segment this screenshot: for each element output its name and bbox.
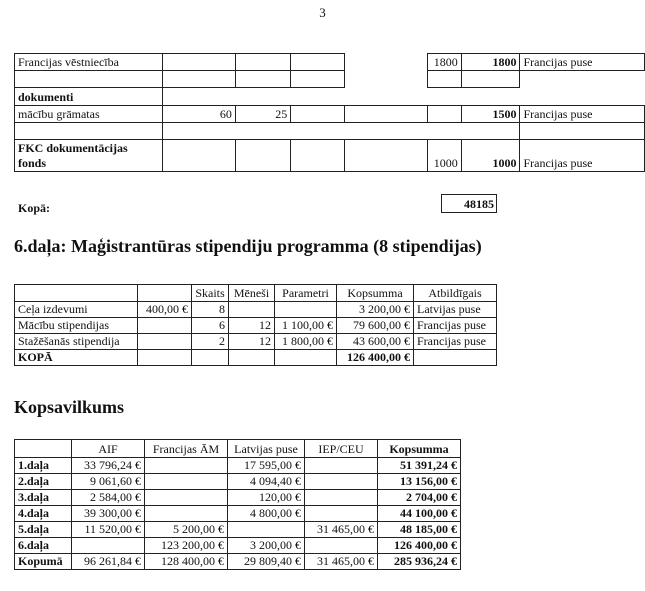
cell: [138, 334, 192, 350]
cell: 2.daļa: [15, 474, 72, 490]
cell: 1.daļa: [15, 458, 72, 474]
cell: [228, 522, 305, 538]
row-responsible: Francijas puse: [520, 54, 645, 71]
column-header: Kopsumma: [378, 440, 461, 458]
cell: 44 100,00 €: [378, 506, 461, 522]
cell: [235, 88, 290, 106]
cell: 3.daļa: [15, 490, 72, 506]
table-header-row: [15, 440, 461, 458]
cell: [145, 490, 228, 506]
column-header: [15, 440, 72, 458]
cell: [428, 88, 462, 106]
cell: 9 061,60 €: [72, 474, 145, 490]
cell: 123 200,00 €: [145, 538, 228, 554]
cell: 126 400,00 €: [337, 350, 414, 366]
cell: [145, 458, 228, 474]
cell: 6: [192, 318, 229, 334]
summary-heading: Kopsavilkums: [14, 397, 125, 417]
cell: [305, 538, 378, 554]
cell: [291, 71, 345, 88]
column-header: Atbildīgais: [414, 285, 497, 302]
row-responsible: Francijas puse: [520, 106, 645, 123]
cell: 11 520,00 €: [72, 522, 145, 538]
row-label-line: FKC dokumentācijas: [18, 141, 128, 155]
cell: 60: [163, 106, 236, 123]
cell: 5 200,00 €: [145, 522, 228, 538]
column-header: Francijas ĀM: [145, 440, 228, 458]
cell: [163, 123, 236, 140]
cell: 120,00 €: [228, 490, 305, 506]
cell: 33 796,24 €: [72, 458, 145, 474]
column-header: Latvijas puse: [228, 440, 305, 458]
cell: 12: [229, 334, 275, 350]
table-row: [15, 123, 645, 140]
cell: 31 465,00 €: [305, 554, 378, 570]
column-header: [15, 285, 138, 302]
cell: 5.daļa: [15, 522, 72, 538]
row-responsible: Francijas puse: [520, 140, 645, 172]
column-header: [138, 285, 192, 302]
cell: 25: [235, 106, 290, 123]
cell: 43 600,00 €: [337, 334, 414, 350]
table-row: [15, 350, 497, 366]
cell: [305, 506, 378, 522]
cell: 285 936,24 €: [378, 554, 461, 570]
cell: [428, 71, 462, 88]
cell: Kopumā: [15, 554, 72, 570]
cell: 29 809,40 €: [228, 554, 305, 570]
table-row: [15, 554, 461, 570]
total-label: Kopā:: [18, 201, 51, 215]
cell: [344, 106, 427, 123]
cell: 96 261,84 €: [72, 554, 145, 570]
table-row: [15, 302, 497, 318]
cell: 6.daļa: [15, 538, 72, 554]
cell: [291, 88, 345, 106]
cell: Latvijas puse: [414, 302, 497, 318]
row-total: 1000: [461, 140, 520, 172]
cell: 1800: [428, 54, 462, 71]
cell: [291, 54, 345, 71]
cell: [138, 318, 192, 334]
cell: [235, 54, 290, 71]
table-row: [15, 106, 645, 123]
column-header: Skaits: [192, 285, 229, 302]
cell: [138, 350, 192, 366]
cell: 13 156,00 €: [378, 474, 461, 490]
cell: 17 595,00 €: [228, 458, 305, 474]
table-row: [15, 490, 461, 506]
table-row: [15, 71, 645, 88]
cell: 4 094,40 €: [228, 474, 305, 490]
cell: [520, 71, 645, 88]
table-row: [15, 538, 461, 554]
row-label: mācību grāmatas: [15, 106, 163, 123]
cell: [15, 71, 163, 88]
cell: [428, 106, 462, 123]
cell: Ceļa izdevumi: [15, 302, 138, 318]
row-label-line: fonds: [18, 156, 47, 170]
cell: [305, 458, 378, 474]
cell: 128 400,00 €: [145, 554, 228, 570]
table-row: [15, 506, 461, 522]
cell: [414, 350, 497, 366]
cell: 400,00 €: [138, 302, 192, 318]
cell: Mācību stipendijas: [15, 318, 138, 334]
cell: 8: [192, 302, 229, 318]
table-header-row: [15, 285, 497, 302]
cell: [291, 123, 345, 140]
cell: [275, 302, 337, 318]
cell: [305, 474, 378, 490]
cell: [344, 140, 427, 172]
cell: [72, 538, 145, 554]
cell: [229, 302, 275, 318]
cell: [344, 71, 427, 88]
row-label: dokumenti: [15, 88, 163, 106]
cell: Stažēšanās stipendija: [15, 334, 138, 350]
cell: [291, 140, 345, 172]
cell: [344, 54, 427, 71]
table-row: [15, 54, 645, 71]
budget-table-top: [14, 53, 645, 172]
cell: 126 400,00 €: [378, 538, 461, 554]
cell: 1 100,00 €: [275, 318, 337, 334]
cell: [291, 106, 345, 123]
cell: [145, 474, 228, 490]
cell: [192, 350, 229, 366]
table-row: [15, 458, 461, 474]
cell: [235, 140, 290, 172]
cell: [520, 123, 645, 140]
cell: KOPĀ: [15, 350, 138, 366]
cell: [344, 88, 427, 106]
cell: 1000: [428, 140, 462, 172]
cell: 4 800,00 €: [228, 506, 305, 522]
cell: 2 584,00 €: [72, 490, 145, 506]
cell: Francijas puse: [414, 318, 497, 334]
cell: [461, 88, 520, 106]
table-row: [15, 334, 497, 350]
cell: 1 800,00 €: [275, 334, 337, 350]
total-value: 48185: [441, 194, 497, 213]
cell: [275, 350, 337, 366]
cell: [461, 71, 520, 88]
cell: 3 200,00 €: [337, 302, 414, 318]
table-row: [15, 522, 461, 538]
cell: [235, 71, 290, 88]
column-header: Kopsumma: [337, 285, 414, 302]
cell: 2 704,00 €: [378, 490, 461, 506]
row-label: [15, 140, 163, 172]
cell: [461, 123, 520, 140]
cell: [229, 350, 275, 366]
cell: 48 185,00 €: [378, 522, 461, 538]
column-header: Parametri: [275, 285, 337, 302]
cell: [145, 506, 228, 522]
cell: [235, 123, 290, 140]
section-6-heading: 6.daļa: Maģistrantūras stipendiju programma (8 stipendijas): [14, 236, 482, 256]
table-row: [15, 474, 461, 490]
cell: 39 300,00 €: [72, 506, 145, 522]
cell: 51 391,24 €: [378, 458, 461, 474]
cell: 2: [192, 334, 229, 350]
row-label: Francijas vēstniecība: [15, 54, 163, 71]
column-header: AIF: [72, 440, 145, 458]
table-row: [15, 318, 497, 334]
cell: [520, 88, 645, 106]
row-total: 1500: [461, 106, 520, 123]
cell: 3 200,00 €: [228, 538, 305, 554]
cell: 4.daļa: [15, 506, 72, 522]
cell: [15, 123, 163, 140]
cell: [163, 54, 236, 71]
summary-table: [14, 439, 461, 570]
cell: Francijas puse: [414, 334, 497, 350]
cell: [428, 123, 462, 140]
cell: [163, 88, 236, 106]
table-row: [15, 88, 645, 106]
column-header: IEP/CEU: [305, 440, 378, 458]
row-total: 1800: [461, 54, 520, 71]
table-row: [15, 140, 645, 172]
cell: [163, 140, 236, 172]
column-header: Mēneši: [229, 285, 275, 302]
page-number: 3: [319, 5, 326, 20]
cell: 12: [229, 318, 275, 334]
cell: 31 465,00 €: [305, 522, 378, 538]
cell: [344, 123, 427, 140]
cell: [305, 490, 378, 506]
cell: 79 600,00 €: [337, 318, 414, 334]
scholarship-table: [14, 284, 497, 366]
cell: [163, 71, 236, 88]
